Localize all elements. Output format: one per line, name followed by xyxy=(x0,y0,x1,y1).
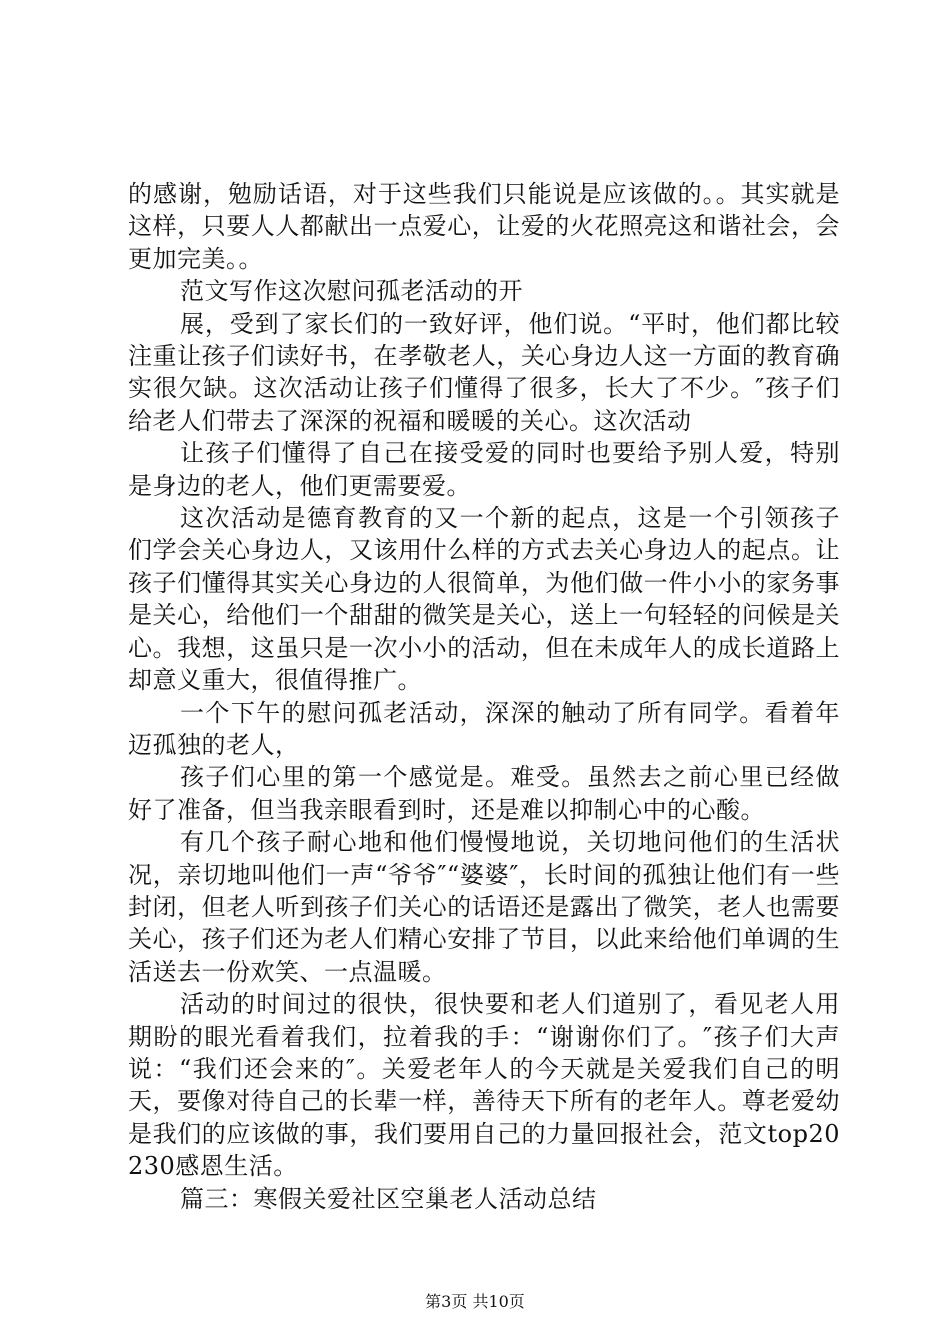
paragraph: 有几个孩子耐心地和他们慢慢地说，关切地问他们的生活状况，亲切地叫他们一声“爷爷″“婆婆″，长时间的孤独让他们有一些封闭，但老人听到孩子们关心的话语还是露出了微笑，老人也需要关心，孩子们还为老人们精心安排了节目，以此来给他们单调的生活送去一份欢笑、一点温暖。 xyxy=(128,828,840,986)
paragraph: 范文写作这次慰问孤老活动的开 xyxy=(180,277,523,306)
section-heading: 篇三：寒假关爱社区空巢老人活动总结 xyxy=(180,1184,597,1213)
paragraph: 的感谢，勉励话语，对于这些我们只能说是应该做的。。其实就是这样，只要人人都献出一点爱心，让爱的火花照亮这和谐社会，会更加完美。。 xyxy=(128,180,840,273)
paragraph: 展，受到了家长们的一致好评，他们说。“平时，他们都比较注重让孩子们读好书，在孝敬老人，关心身边人这一方面的教育确实很欠缺。这次活动让孩子们懂得了很多，长大了不少。″孩子们给老人们带去了深深的祝福和暖暖的关心。这次活动 xyxy=(128,309,840,435)
paragraph: 让孩子们懂得了自己在接受爱的同时也要给予别人爱，特别是身边的老人，他们更需要爱。 xyxy=(128,439,840,500)
document-body xyxy=(128,178,840,1215)
paragraph: 孩子们心里的第一个感觉是。难受。虽然去之前心里已经做好了准备，但当我亲眼看到时，还是难以抑制心中的心酸。 xyxy=(128,763,840,824)
paragraph: 这次活动是德育教育的又一个新的起点，这是一个引领孩子们学会关心身边人，又该用什么样的方式去关心身边人的起点。让孩子们懂得其实关心身边的人很简单，为他们做一件小小的家务事是关心，给他们一个甜甜的微笑是关心，送上一句轻轻的问候是关心。我想，这虽只是一次小小的活动，但在未成年人的成长道路上却意义重大，很值得推广。 xyxy=(128,504,840,695)
page-number-footer: 第3页 共10页 xyxy=(425,1292,525,1311)
paragraph: 活动的时间过的很快，很快要和老人们道别了，看见老人用期盼的眼光看着我们，拉着我的手：“谢谢你们了。″孩子们大声说：“我们还会来的″。关爱老年人的今天就是关爱我们自己的明天，要像对待自己的长辈一样，善待天下所有的老年人。尊老爱幼是我们的应该做的事，我们要用自己的力量回报社会，范文top20230感恩生活。 xyxy=(128,990,840,1181)
paragraph: 一个下午的慰问孤老活动，深深的触动了所有同学。看着年迈孤独的老人， xyxy=(128,698,840,759)
